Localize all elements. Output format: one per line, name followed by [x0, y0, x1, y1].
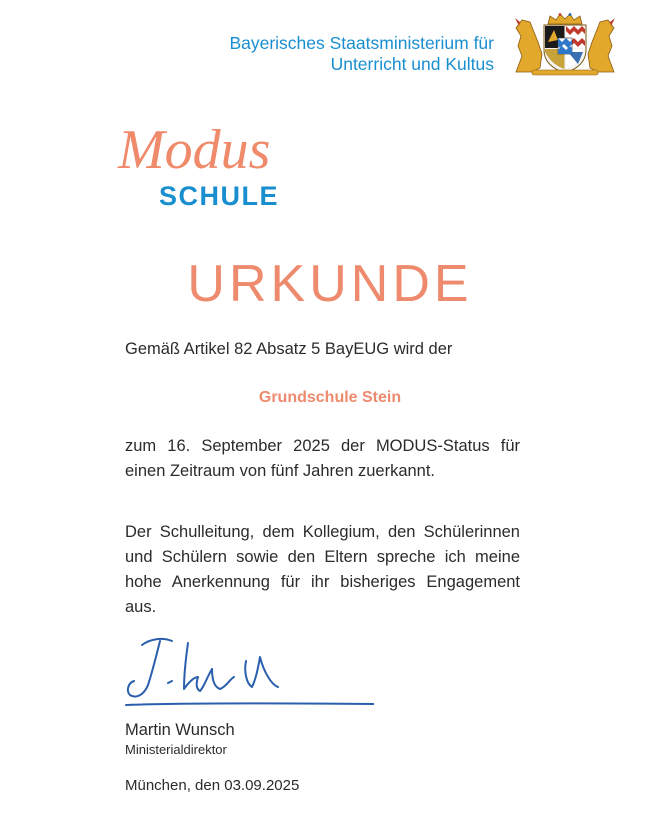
- ministry-name: [140, 33, 494, 75]
- school-name: Grundschule Stein: [258, 389, 402, 406]
- bavarian-coat-of-arms-icon: [512, 12, 618, 76]
- place-and-date: München, den 03.09.2025: [125, 777, 300, 794]
- signatory-title: Ministerialdirektor: [125, 742, 227, 757]
- ministry-name-line-2: Unterricht und Kultus: [330, 54, 494, 74]
- acknowledgement-paragraph: Der Schulleitung, dem Kollegium, den Schülerinnen und Schülern sowie den Eltern spreche ich meine hohe Anerkennung für ihr bisheriges Engagement aus.: [125, 523, 520, 616]
- handwritten-signature: [122, 633, 374, 713]
- signatory-name: Martin Wunsch: [125, 721, 235, 739]
- intro-line: Gemäß Artikel 82 Absatz 5 BayEUG wird der: [125, 340, 453, 358]
- schule-logo-word: SCHULE: [159, 181, 280, 211]
- certificate-title: URKUNDE: [187, 255, 473, 313]
- status-paragraph: zum 16. September 2025 der MODUS-Status für einen Zeitraum von fünf Jahren zuerkannt.: [125, 437, 520, 480]
- modus-schule-logo: [112, 118, 292, 218]
- modus-logo-word: Modus: [118, 119, 271, 181]
- ministry-name-line-1: Bayerisches Staatsministerium für: [229, 33, 494, 53]
